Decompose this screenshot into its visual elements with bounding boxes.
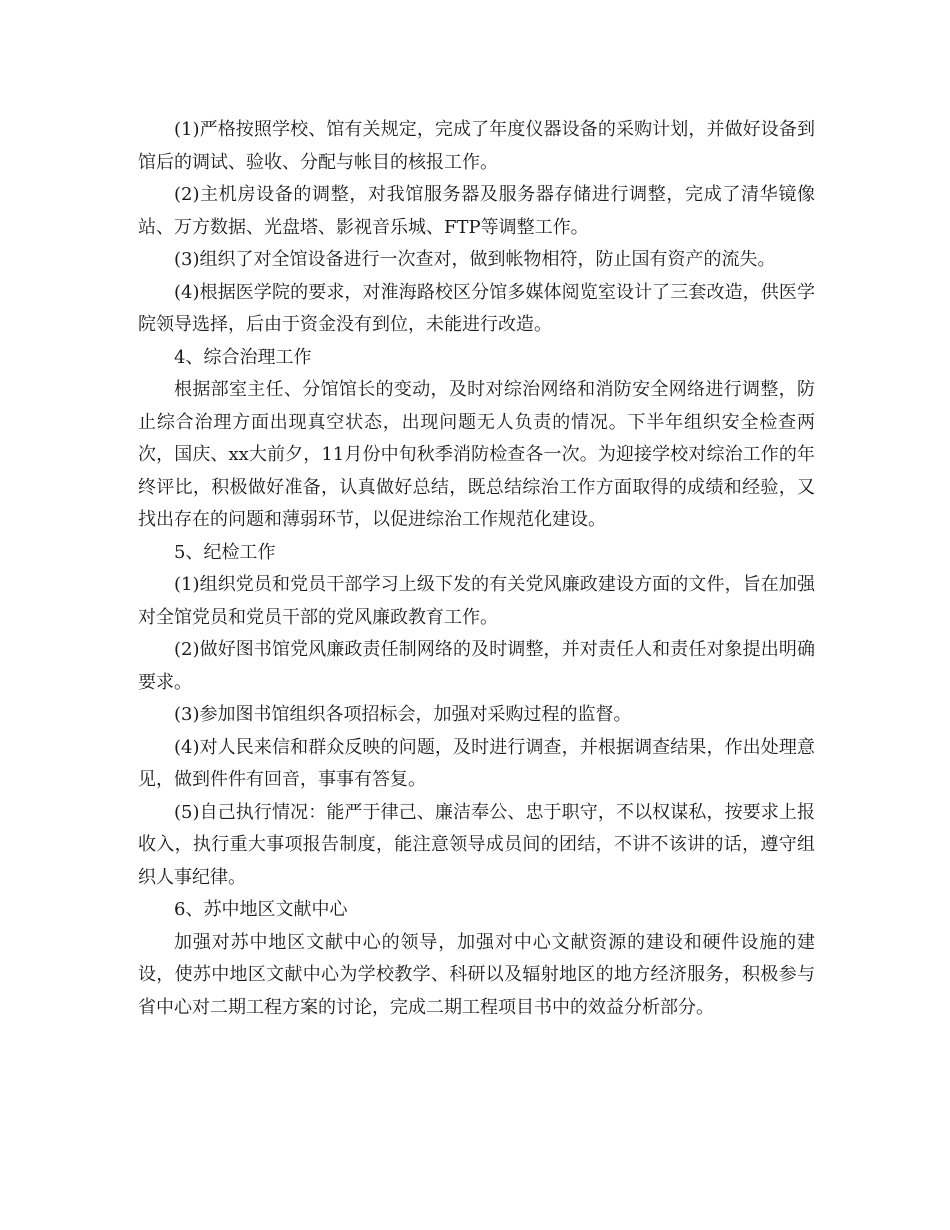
paragraph-self-conduct: (5)自己执行情况：能严于律己、廉洁奉公、忠于职守，不以权谋私，按要求上报收入，执行重大事项报告制度，能注意领导成员间的团结，不讲不该讲的话，遵守组织人事纪律。 — [138, 801, 815, 888]
paragraph-medical-branch-renovation: (4)根据医学院的要求，对淮海路校区分馆多媒体阅览室设计了三套改造，供医学院领导选择，后由于资金没有到位，未能进行改造。 — [138, 281, 815, 335]
section-heading-comprehensive-governance: 4、综合治理工作 — [174, 346, 312, 368]
section-heading-literature-center: 6、苏中地区文献中心 — [174, 899, 348, 920]
paragraph-asset-check: (3)组织了对全馆设备进行一次查对，做到帐物相符，防止国有资产的流失。 — [174, 249, 776, 270]
paragraph-server-room-adjustment: (2)主机房设备的调整，对我馆服务器及服务器存储进行调整，完成了清华镜像站、万方数据、光盘塔、影视音乐城、FTP等调整工作。 — [138, 184, 815, 238]
paragraph-public-letters: (4)对人民来信和群众反映的问题，及时进行调查，并根据调查结果，作出处理意见，做到件件有回音，事事有答复。 — [138, 736, 815, 790]
paragraph-bidding-supervision: (3)参加图书馆组织各项招标会，加强对采购过程的监督。 — [174, 704, 632, 725]
document-body — [138, 114, 815, 1024]
paragraph-responsibility-network: (2)做好图书馆党风廉政责任制网络的及时调整，并对责任人和责任对象提出明确要求。 — [138, 639, 815, 693]
paragraph-party-study: (1)组织党员和党员干部学习上级下发的有关党风廉政建设方面的文件，旨在加强对全馆党员和党员干部的党风廉政教育工作。 — [138, 574, 815, 628]
section-heading-discipline-inspection: 5、纪检工作 — [174, 541, 276, 563]
paragraph-equipment-procurement: (1)严格按照学校、馆有关规定，完成了年度仪器设备的采购计划，并做好设备到馆后的调试、验收、分配与帐目的核报工作。 — [138, 119, 815, 173]
paragraph-literature-center: 加强对苏中地区文献中心的领导，加强对中心文献资源的建设和硬件设施的建设，使苏中地区文献中心为学校教学、科研以及辐射地区的地方经济服务，积极参与省中心对二期工程方案的讨论，完成二期工程项目书中的效益分析部分。 — [138, 931, 815, 1018]
paragraph-safety-network: 根据部室主任、分馆馆长的变动，及时对综治网络和消防安全网络进行调整，防止综合治理方面出现真空状态，出现问题无人负责的情况。下半年组织安全检查两次，国庆、xx大前夕，11月份中旬秋季消防检查各一次。为迎接学校对综治工作的年终评比，积极做好准备，认真做好总结，既总结综治工作方面取得的成绩和经验，又找出存在的问题和薄弱环节，以促进综治工作规范化建设。 — [138, 379, 815, 530]
